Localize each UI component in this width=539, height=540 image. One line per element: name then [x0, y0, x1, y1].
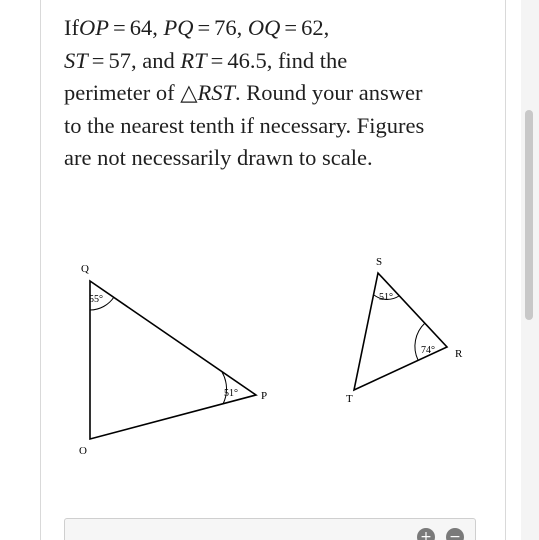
triangle-opq: [90, 281, 256, 439]
answer-input-area[interactable]: [64, 518, 476, 540]
find-text: , find the: [266, 47, 348, 73]
and-text: , and: [130, 47, 175, 73]
vertex-r-label: R: [455, 348, 463, 360]
problem-prefix: If: [64, 15, 79, 40]
vertex-q-label: Q: [81, 263, 89, 275]
triangle-name: RST: [197, 80, 236, 105]
triangle-symbol: △: [180, 80, 198, 105]
triangle-rst-outline: [354, 273, 447, 390]
var-oq: OQ: [247, 15, 281, 40]
angle-s-label: 51°: [379, 292, 393, 303]
vertex-t-label: T: [346, 393, 353, 405]
vertex-o-label: O: [79, 445, 87, 457]
triangle-opq-outline: [90, 281, 256, 439]
minus-icon[interactable]: −: [446, 528, 464, 540]
var-op: OP: [79, 15, 109, 40]
val-oq: 62,: [301, 15, 330, 40]
val-op: 64: [129, 15, 153, 40]
round-text: . Round your answer: [235, 80, 423, 105]
plus-icon[interactable]: +: [417, 528, 435, 540]
perimeter-text: perimeter of: [64, 80, 175, 105]
var-st: ST: [64, 47, 88, 73]
vertex-s-label: S: [376, 256, 383, 268]
triangle-rst: [354, 273, 447, 390]
problem-line-2: ST = 57, and RT = 46.5, find the: [64, 47, 348, 73]
problem-line-5: are not necessarily drawn to scale.: [64, 145, 373, 170]
problem-line-1: IfOP = 64, PQ = 76, OQ = 62,: [64, 15, 330, 40]
var-rt: RT: [180, 47, 207, 73]
var-pq: PQ: [163, 15, 194, 40]
angle-q-label: 55°: [89, 294, 103, 305]
vertex-p-label: P: [261, 390, 268, 402]
angle-p-label: 51°: [224, 388, 238, 399]
val-rt: 46.5: [227, 47, 267, 73]
val-st: 57: [108, 47, 131, 73]
problem-line-4: to the nearest tenth if necessary. Figures: [64, 112, 425, 138]
val-pq: 76: [214, 15, 237, 40]
angle-r-label: 74°: [421, 345, 435, 356]
